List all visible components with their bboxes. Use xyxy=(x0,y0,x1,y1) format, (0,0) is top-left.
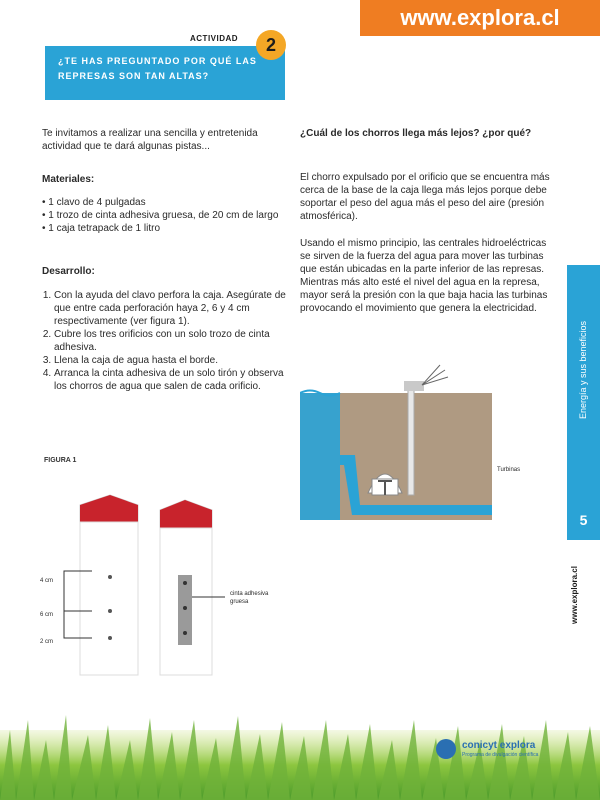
measure-label-4cm: 4 cm xyxy=(40,578,54,584)
list-item: • 1 trozo de cinta adhesiva gruesa, de 20 cm de largo xyxy=(42,210,279,221)
dam-turbine-illustration xyxy=(300,355,492,520)
materials-list xyxy=(42,196,287,235)
logo-icon xyxy=(436,739,456,759)
list-item: 1. Con la ayuda del clavo perfora la caja. Asegúrate de que entre cada perforación haya 2, 6 y 4 cm respectivamente (ver figura 1). xyxy=(54,289,287,328)
steps-list xyxy=(42,289,287,393)
list-item: 3. Llena la caja de agua hasta el borde. xyxy=(54,354,287,367)
measure-label-2cm: 2 cm xyxy=(40,639,54,645)
explora-logo[interactable] xyxy=(436,738,576,760)
development-heading: Desarrollo: xyxy=(42,266,95,277)
tape-label: cinta adhesiva gruesa xyxy=(230,591,269,605)
list-item: 2. Cubre los tres orificios con un solo trozo de cinta adhesiva. xyxy=(54,328,287,354)
turbine-label: Turbinas xyxy=(497,467,521,473)
tetrapack-figure xyxy=(30,480,300,680)
explanation-paragraph-1: El chorro expulsado por el orificio que se encuentra más cerca de la base de la caja llega más lejos porque debe soportar el peso del agua más el peso del aire (presión atmosférica). xyxy=(300,172,550,222)
intro-text: Te invitamos a realizar una sencilla y entretenida actividad que te dará algunas pistas... xyxy=(42,128,258,152)
measure-label-6cm: 6 cm xyxy=(40,612,54,618)
sidebar-url-link[interactable]: www.explora.cl xyxy=(570,566,579,624)
activity-label: ACTIVIDAD xyxy=(190,34,239,43)
materials-heading: Materiales: xyxy=(42,174,95,185)
logo-name: conicyt explora xyxy=(462,740,536,751)
section-title: Energía y sus beneficios xyxy=(578,320,588,420)
list-item: • 1 caja tetrapack de 1 litro xyxy=(42,223,161,234)
question-heading: ¿Cuál de los chorros llega más lejos? ¿por qué? xyxy=(300,128,532,139)
list-item: 4. Arranca la cinta adhesiva de un solo tirón y observa los chorros de agua que salen de cada orificio. xyxy=(54,367,287,393)
logo-tagline: Programa de divulgación científica xyxy=(462,752,539,758)
page-number: 5 xyxy=(579,512,588,528)
activity-number-badge: 2 xyxy=(256,30,286,60)
explanation-paragraph-2: Usando el mismo principio, las centrales hidroeléctricas se sirven de la fuerza del agua para mover las turbinas que están ubicadas en la parte inferior de las represas. Mientras más alto esté el nivel del agua en la represa, mayor será la presión con la que baja hacia las turbinas provocando el movimiento que genera la electricidad. xyxy=(300,238,548,314)
list-item: • 1 clavo de 4 pulgadas xyxy=(42,197,146,208)
figure-label: FIGURA 1 xyxy=(44,457,77,464)
site-url-banner[interactable]: www.explora.cl xyxy=(360,0,600,36)
activity-question: ¿TE HAS PREGUNTADO POR QUÉ LAS REPRESAS SON TAN ALTAS? xyxy=(58,56,257,81)
